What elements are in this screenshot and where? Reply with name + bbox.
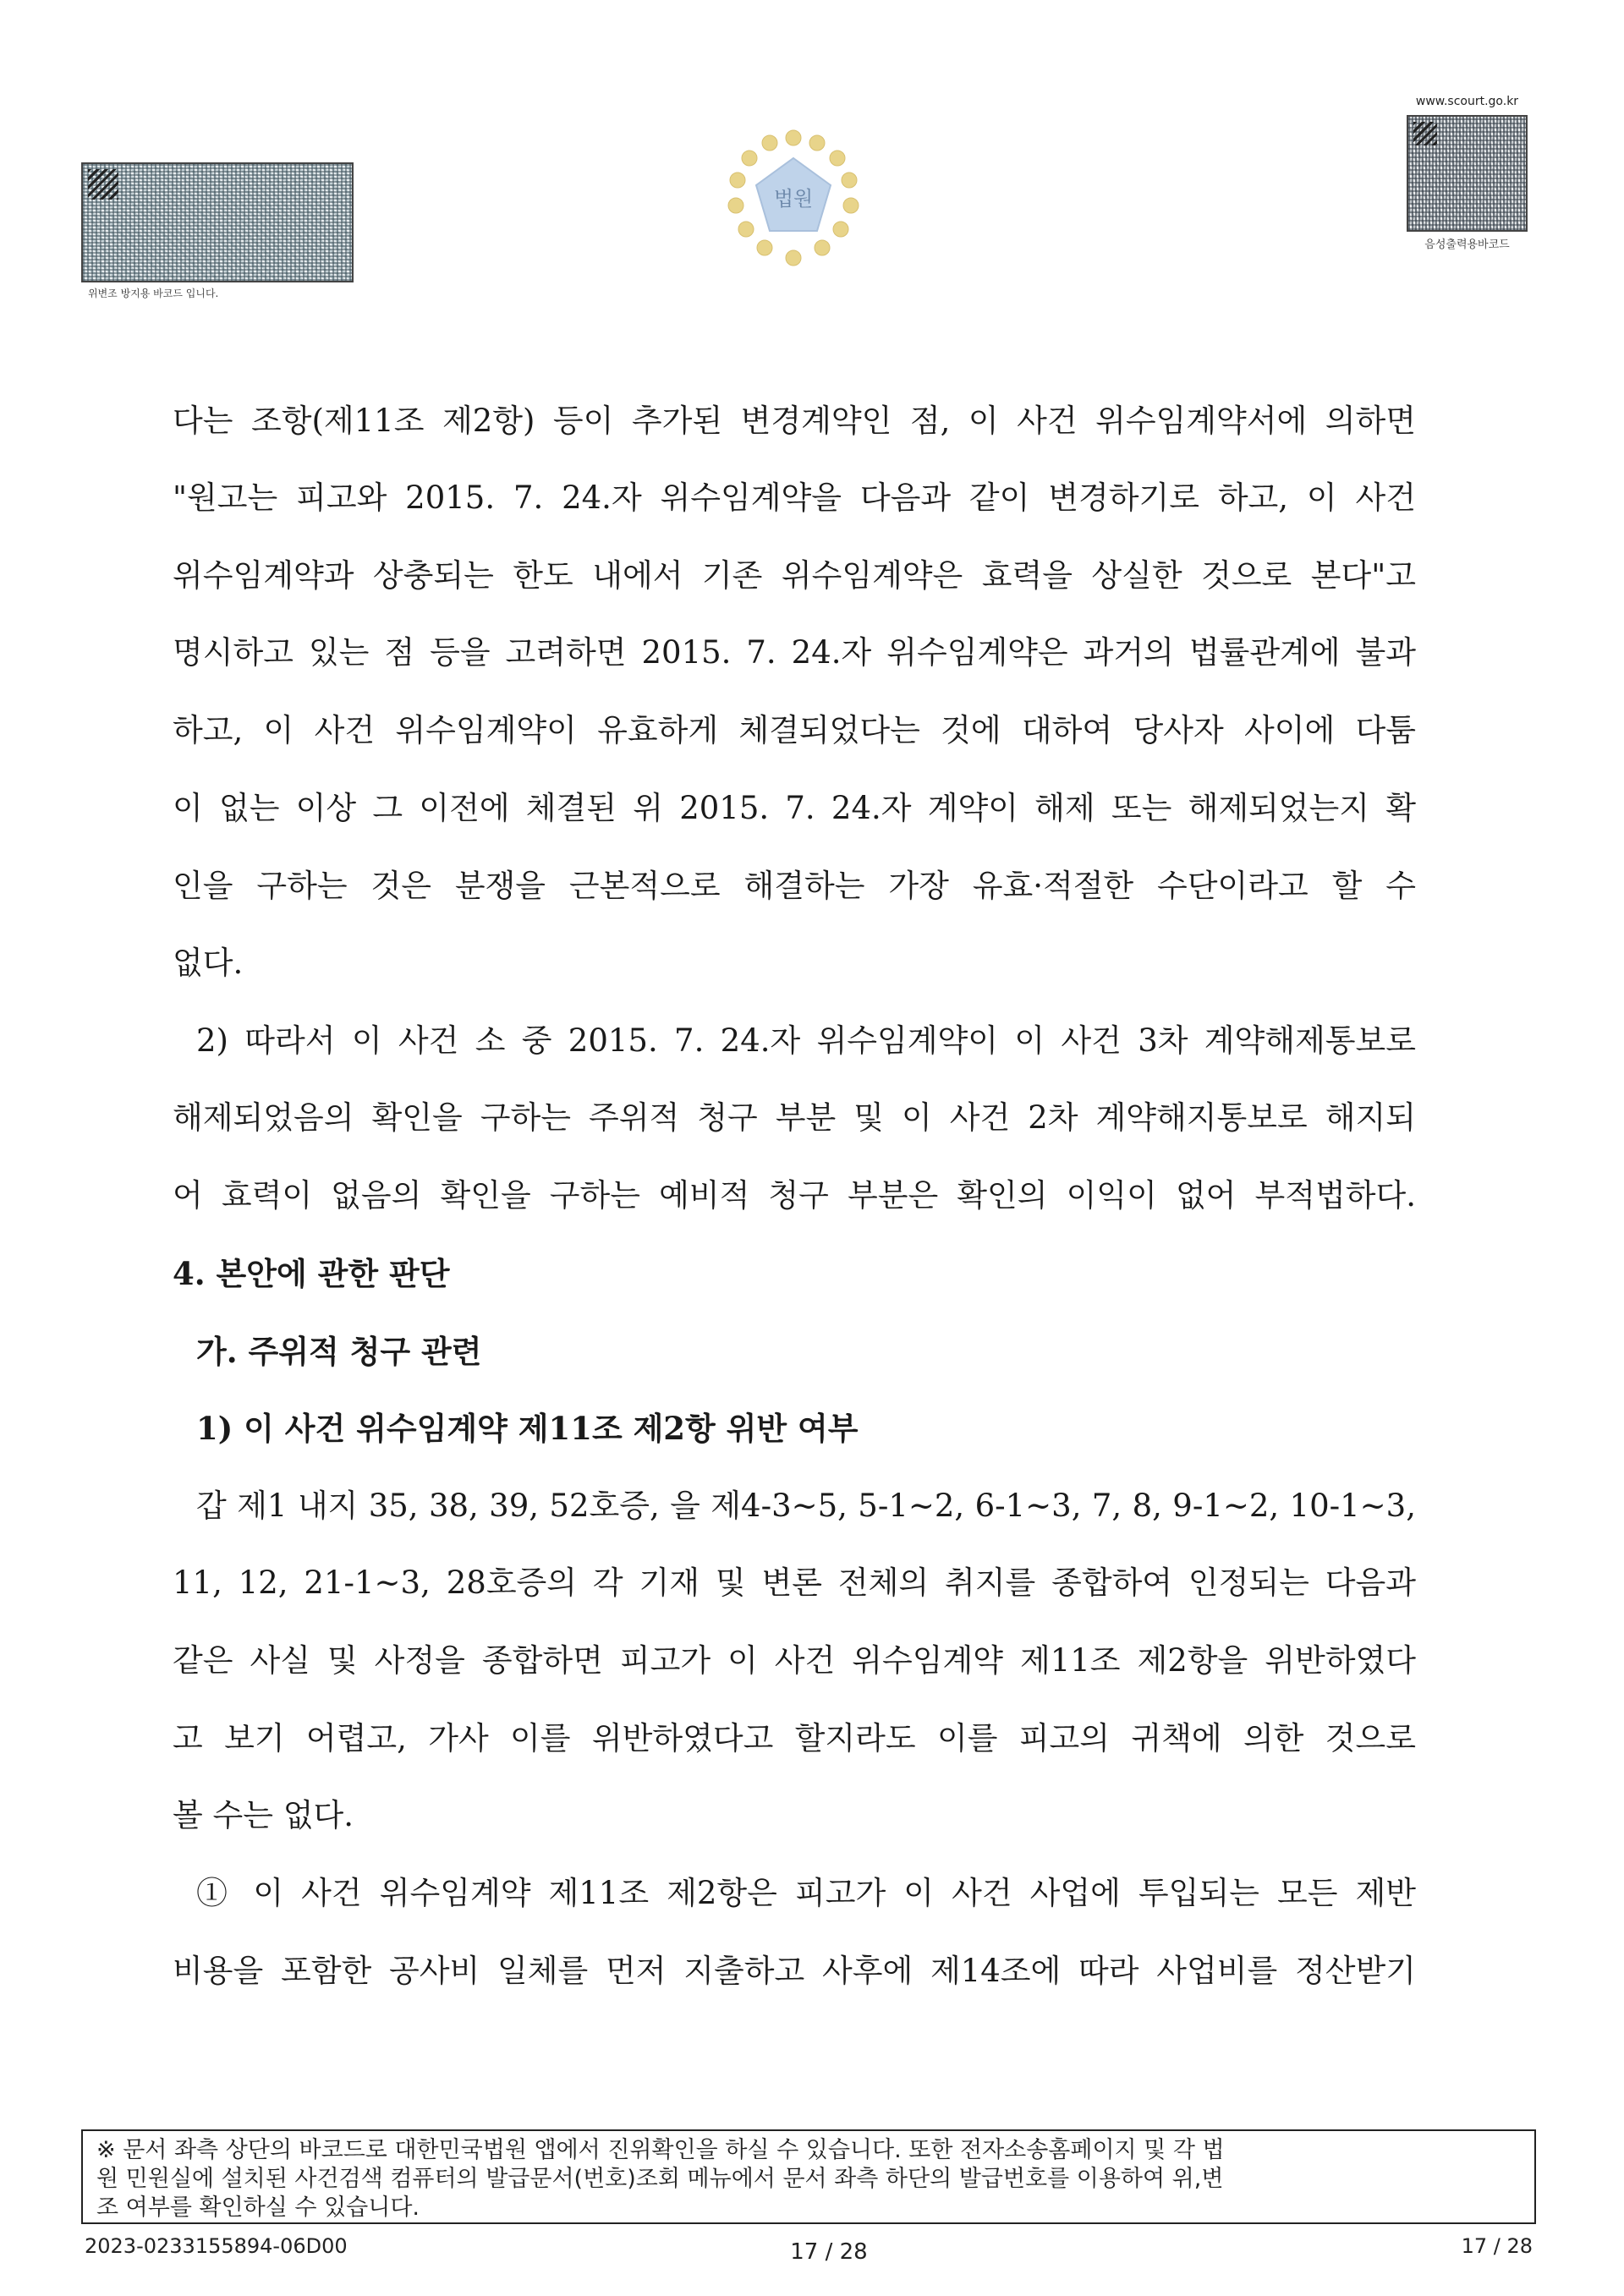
body-line: 어 효력이 없음의 확인을 구하는 예비적 청구 부분은 확인의 이익이 없어 부적법하다. bbox=[173, 1177, 1416, 1214]
body-line: 다는 조항(제11조 제2항) 등이 추가된 변경계약인 점, 이 사건 위수임계약서에 의하면 bbox=[173, 403, 1416, 439]
site-url: www.scourt.go.kr bbox=[1415, 95, 1519, 108]
body-line: 없다. bbox=[173, 945, 244, 981]
document-number: 2023-0233155894-06D00 bbox=[85, 2234, 348, 2258]
body-line: 이 없는 이상 그 이전에 체결된 위 2015. 7. 24.자 계약이 해제 또는 해제되었는지 확 bbox=[173, 790, 1416, 826]
verification-notice bbox=[81, 2129, 1536, 2224]
court-emblem-icon bbox=[717, 123, 870, 275]
body-line: 11, 12, 21-1~3, 28호증의 각 기재 및 변론 전체의 취지를 종합하여 인정되는 다음과 bbox=[173, 1564, 1416, 1601]
voice-output-barcode-caption: 음성출력용바코드 bbox=[1424, 238, 1510, 251]
court-seal-text: 법원 bbox=[773, 187, 814, 211]
subsection-heading: 가. 주위적 청구 관련 bbox=[196, 1333, 482, 1370]
page-number-right: 17 / 28 bbox=[1461, 2234, 1533, 2258]
body-line: 같은 사실 및 사정을 종합하면 피고가 이 사건 위수임계약 제11조 제2항을 위반하였다 bbox=[173, 1642, 1416, 1679]
notice-line: 조 여부를 확인하실 수 있습니다. bbox=[96, 2195, 420, 2221]
body-line: 2) 따라서 이 사건 소 중 2015. 7. 24.자 위수임계약이 이 사건 3차 계약해제통보로 bbox=[196, 1022, 1416, 1059]
body-line: 갑 제1 내지 35, 38, 39, 52호증, 을 제4-3~5, 5-1~2, 6-1~3, 7, 8, 9-1~2, 10-1~3, bbox=[196, 1488, 1416, 1524]
body-line: 인을 구하는 것은 분쟁을 근본적으로 해결하는 가장 유효·적절한 수단이라고 할 수 bbox=[173, 868, 1416, 904]
voice-output-barcode bbox=[1407, 115, 1528, 232]
body-line: "원고는 피고와 2015. 7. 24.자 위수임계약을 다음과 같이 변경하기로 하고, 이 사건 bbox=[173, 479, 1416, 516]
notice-line: ※ 문서 좌측 상단의 바코드로 대한민국법원 앱에서 진위확인을 하실 수 있습니다. 또한 전자소송홈페이지 및 각 법 bbox=[96, 2137, 1225, 2163]
body-line: 비용을 포함한 공사비 일체를 먼저 지출하고 사후에 제14조에 따라 사업비를 정산받기 bbox=[173, 1953, 1416, 1989]
body-line: 고 보기 어렵고, 가사 이를 위반하였다고 할지라도 이를 피고의 귀책에 의한 것으로 bbox=[173, 1720, 1416, 1756]
anti-forgery-barcode-caption: 위변조 방지용 바코드 입니다. bbox=[88, 288, 219, 299]
body-line: 위수임계약과 상충되는 한도 내에서 기존 위수임계약은 효력을 상실한 것으로 본다"고 bbox=[173, 557, 1416, 594]
page-number-center: 17 / 28 bbox=[790, 2239, 868, 2265]
item-heading: 1) 이 사건 위수임계약 제11조 제2항 위반 여부 bbox=[196, 1410, 859, 1447]
body-line: 명시하고 있는 점 등을 고려하면 2015. 7. 24.자 위수임계약은 과거의 법률관계에 불과 bbox=[173, 634, 1416, 671]
anti-forgery-barcode bbox=[81, 162, 354, 282]
section-heading: 4. 본안에 관한 판단 bbox=[173, 1255, 450, 1292]
body-line: ① 이 사건 위수임계약 제11조 제2항은 피고가 이 사건 사업에 투입되는 모든 제반 bbox=[196, 1875, 1416, 1911]
body-line: 하고, 이 사건 위수임계약이 유효하게 체결되었다는 것에 대하여 당사자 사이에 다툼 bbox=[173, 712, 1416, 748]
body-line: 볼 수는 없다. bbox=[173, 1797, 354, 1833]
notice-line: 원 민원실에 설치된 사건검색 컴퓨터의 발급문서(번호)조회 메뉴에서 문서 좌측 하단의 발급번호를 이용하여 위,변 bbox=[96, 2166, 1224, 2192]
body-line: 해제되었음의 확인을 구하는 주위적 청구 부분 및 이 사건 2차 계약해지통보로 해지되 bbox=[173, 1099, 1416, 1136]
